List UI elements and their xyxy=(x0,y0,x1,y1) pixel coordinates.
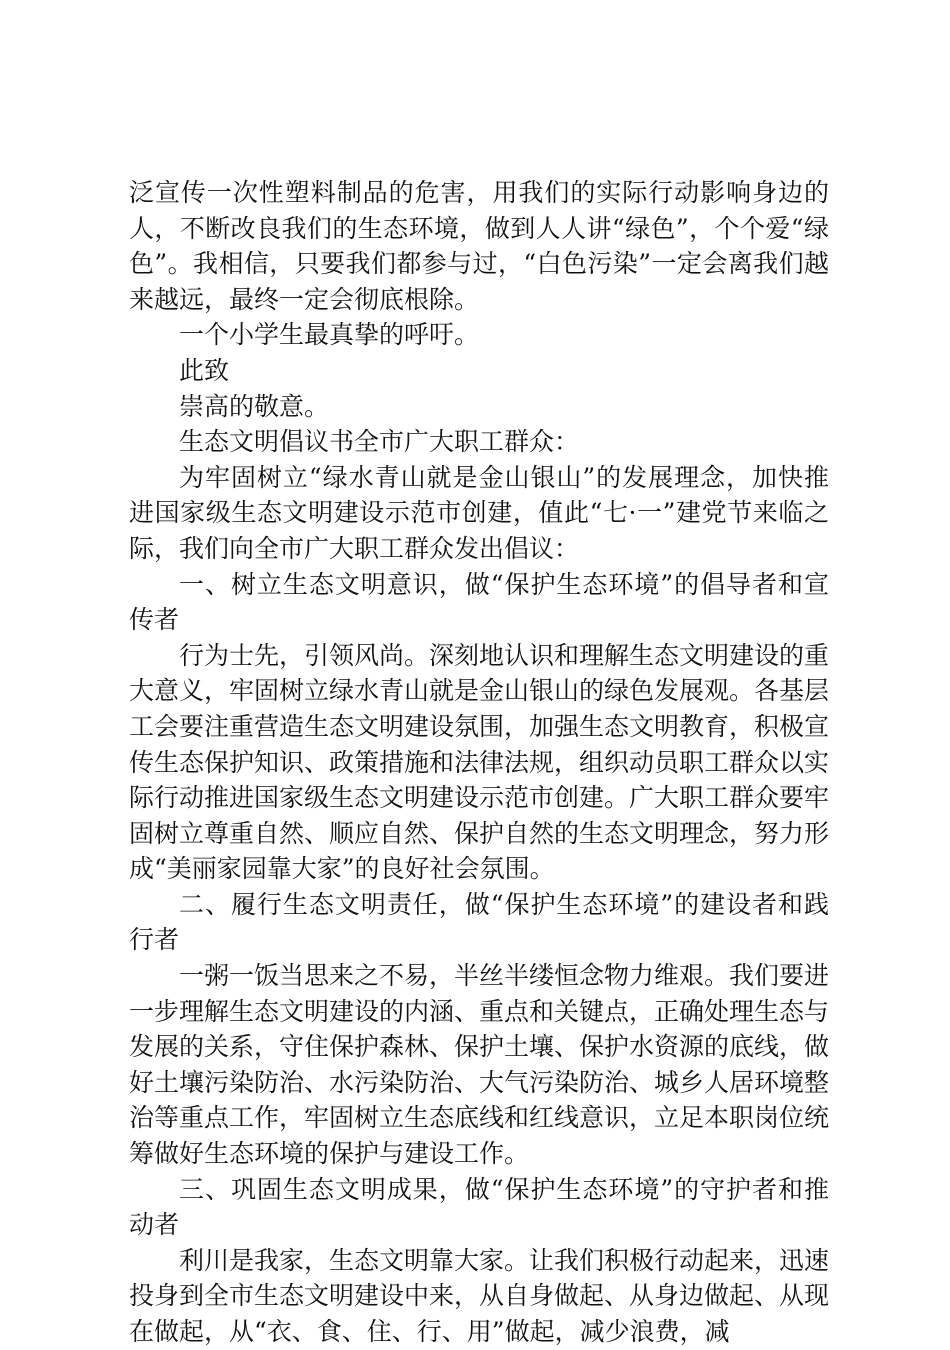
paragraph-intro: 为牢固树立“绿水青山就是金山银山”的发展理念，加快推进国家级生态文明建设示范市创建，值此“七·一”建党节来临之际，我们向全市广大职工群众发出倡议： xyxy=(129,462,829,563)
section-heading-3: 三、巩固生态文明成果，做“保护生态环境”的守护者和推动者 xyxy=(129,1174,829,1240)
section-heading-2: 二、履行生态文明责任，做“保护生态环境”的建设者和践行者 xyxy=(129,889,829,955)
paragraph-section-3: 利川是我家，生态文明靠大家。让我们积极行动起来，迅速投身到全市生态文明建设中来，从自身做起、从身边做起、从现在做起，从“衣、食、住、行、用”做起，减少浪费，减 xyxy=(129,1245,830,1346)
paragraph-salutation: 此致 xyxy=(179,355,230,385)
section-heading-1: 一、树立生态文明意识，做“保护生态环境”的倡导者和宣传者 xyxy=(129,569,829,635)
paragraph-section-1: 行为士先，引领风尚。深刻地认识和理解生态文明建设的重大意义，牢固树立绿水青山就是金山银山的绿色发展观。各基层工会要注重营造生态文明建设氛围，加强生态文明教育，积极宣传生态保护知识、政策措施和法律法规，组织动员职工群众以实际行动推进国家级生态文明建设示范市创建。广大职工群众要牢固树立尊重自然、顺应自然、保护自然的生态文明理念，努力形成“美丽家园靠大家”的良好社会氛围。 xyxy=(129,640,830,884)
paragraph-respect: 崇高的敬意。 xyxy=(179,391,330,421)
paragraph-section-2: 一粥一饭当思来之不易，半丝半缕恒念物力维艰。我们要进一步理解生态文明建设的内涵、重点和关键点，正确处理生态与发展的关系，守住保护森林、保护土壤、保护水资源的底线，做好土壤污染防治、水污染防治、大气污染防治、城乡人居环境整治等重点工作，牢固树立生态底线和红线意识，立足本职岗位统筹做好生态环境的保护与建设工作。 xyxy=(129,961,830,1169)
paragraph-appeal: 一个小学生最真挚的呼吁。 xyxy=(179,320,480,350)
paragraph-continuation: 泛宣传一次性塑料制品的危害，用我们的实际行动影响身边的人，不断改良我们的生态环境，做到人人讲“绿色”，个个爱“绿色”。我相信，只要我们都参与过，“白色污染”一定会离我们越来越远，最终一定会彻底根除。 xyxy=(129,178,829,314)
paragraph-proposal-heading: 生态文明倡议书全市广大职工群众： xyxy=(179,427,580,457)
document-body xyxy=(129,175,829,1350)
